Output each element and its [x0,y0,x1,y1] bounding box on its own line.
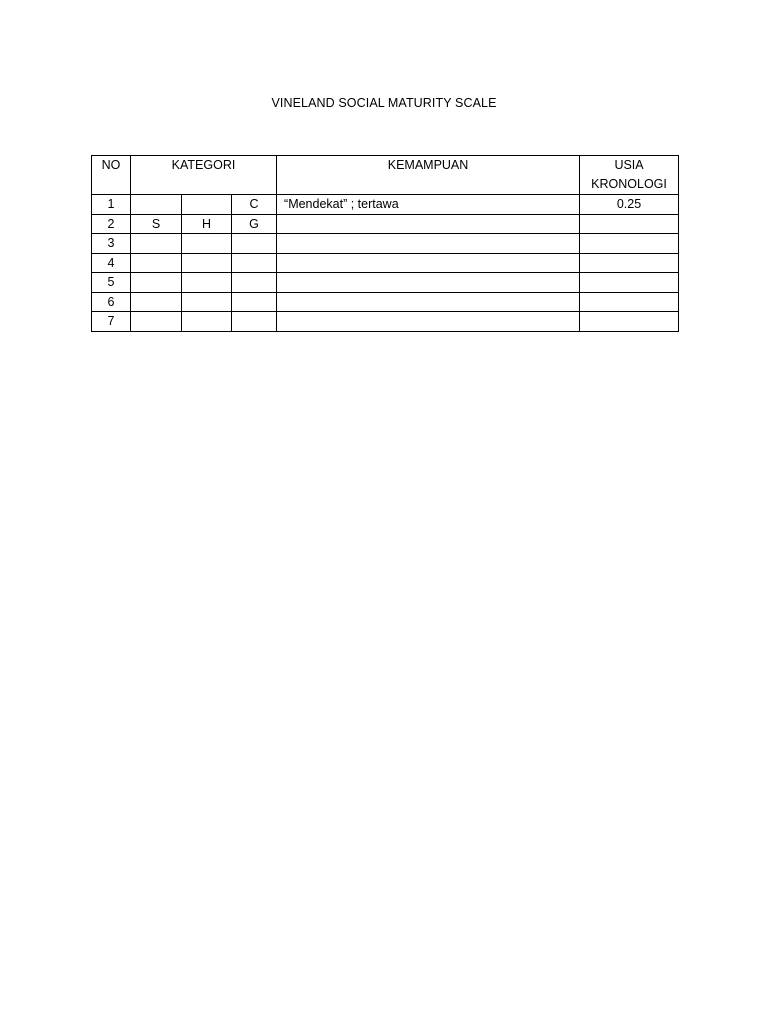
cell-usia [580,253,679,273]
cell-kemampuan [277,234,580,254]
cell-usia [580,312,679,332]
cell-kategori-2 [182,292,232,312]
cell-kemampuan: “Mendekat” ; tertawa [277,195,580,215]
cell-kategori-1 [131,253,182,273]
table-row [92,292,679,312]
cell-kategori-3 [232,312,277,332]
cell-kategori-3 [232,234,277,254]
cell-kategori-1 [131,292,182,312]
header-kemampuan: KEMAMPUAN [277,156,580,195]
table-row [92,214,679,234]
header-kategori: KATEGORI [131,156,277,195]
cell-kategori-2 [182,273,232,293]
cell-no: 2 [92,214,131,234]
cell-kategori-2 [182,234,232,254]
cell-kategori-3: G [232,214,277,234]
cell-no: 6 [92,292,131,312]
cell-kemampuan [277,214,580,234]
cell-usia [580,214,679,234]
table-row [92,273,679,293]
cell-kategori-2: H [182,214,232,234]
table-header-row [92,156,679,195]
cell-kemampuan [277,273,580,293]
cell-kategori-3 [232,292,277,312]
cell-kategori-1 [131,312,182,332]
table-row [92,234,679,254]
cell-kategori-2 [182,312,232,332]
header-usia-line1: USIA [614,158,644,172]
header-usia-line2: KRONOLOGI [591,177,667,191]
cell-kemampuan [277,312,580,332]
cell-kategori-1 [131,195,182,215]
cell-kategori-1 [131,273,182,293]
cell-kategori-3: C [232,195,277,215]
cell-no: 5 [92,273,131,293]
header-no: NO [92,156,131,195]
cell-kemampuan [277,292,580,312]
cell-kategori-3 [232,253,277,273]
cell-kategori-1 [131,234,182,254]
cell-no: 7 [92,312,131,332]
cell-no: 1 [92,195,131,215]
document-title: VINELAND SOCIAL MATURITY SCALE [271,96,497,110]
cell-no: 4 [92,253,131,273]
cell-usia: 0.25 [580,195,679,215]
header-usia-kronologi [580,156,679,195]
cell-no: 3 [92,234,131,254]
vineland-table [91,155,679,332]
cell-kategori-2 [182,195,232,215]
table-row [92,312,679,332]
cell-kategori-3 [232,273,277,293]
table-row [92,195,679,215]
cell-usia [580,234,679,254]
cell-usia [580,273,679,293]
cell-kategori-2 [182,253,232,273]
cell-usia [580,292,679,312]
cell-kategori-1: S [131,214,182,234]
cell-kemampuan [277,253,580,273]
table-row [92,253,679,273]
